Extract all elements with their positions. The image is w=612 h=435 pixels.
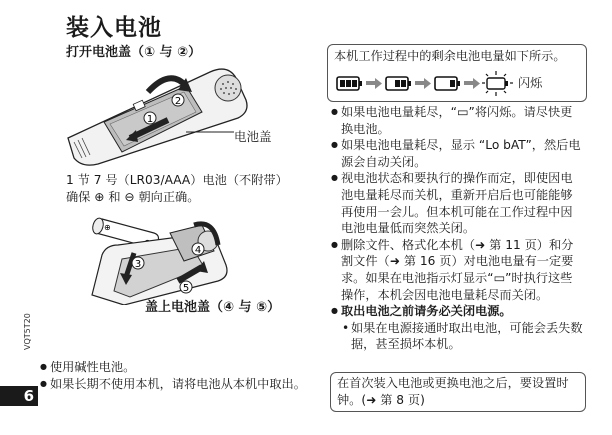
step-open-cover: 打开电池盖（① 与 ②） (66, 45, 202, 60)
note-alkaline: ● 使用碱性电池。 (40, 359, 310, 376)
doc-code: VQT5T20 (23, 313, 32, 350)
insert-battery-illustration (74, 205, 234, 305)
clock-setting-box (330, 372, 586, 412)
battery-one-third-icon (435, 77, 460, 90)
warning-power-off: ● 取出电池之前请务必关闭电源。 (331, 303, 583, 320)
step-close-cover: 盖上电池盖（④ 与 ⑤） (145, 300, 281, 315)
svg-text:2: 2 (174, 96, 182, 107)
note-restart: ● 视电池状态和要执行的操作而定，即使因电池电量耗尽而关机，重新开启后也可能能够再使用一会儿。但本机可能在工作过程中因电池电量低而突然关闭。 (331, 170, 583, 236)
note-lo-bat: ● 如果电池电量耗尽，显示 “Lo bAT”，然后电源会自动关闭。 (331, 137, 583, 170)
battery-two-thirds-icon (386, 77, 411, 90)
battery-level-sequence (336, 71, 536, 97)
warning-data-loss: • 如果在电源接通时取出电池，可能会丢失数据，甚至损坏本机。 (341, 320, 583, 353)
svg-text:4: 4 (194, 245, 202, 256)
polarity-note: 确保 ⊕ 和 ⊖ 朝向正确。 (66, 190, 200, 204)
svg-text:5: 5 (182, 283, 190, 294)
battery-requirement: 1 节 7 号（LR03/AAA）电池（不附带） (66, 173, 288, 187)
page-title: 装入电池 (66, 15, 162, 41)
svg-text:⊕: ⊕ (104, 223, 111, 232)
clock-setting-text: 在首次装入电池或更换电池之后，要设置时钟。(➜ 第 8 页) (337, 376, 569, 407)
svg-text:1: 1 (146, 114, 154, 125)
battery-full-icon (337, 77, 362, 90)
note-flashing: ● 如果电池电量耗尽，“▭”将闪烁。请尽快更换电池。 (331, 104, 583, 137)
battery-level-box (327, 44, 587, 102)
open-cover-illustration (60, 60, 260, 168)
page-number: 6 (0, 386, 38, 406)
svg-text:3: 3 (134, 259, 142, 270)
battery-empty-flashing-icon (482, 71, 513, 96)
bottom-left-notes (40, 359, 310, 392)
battery-notes (331, 104, 583, 353)
flash-label: 闪烁 (518, 76, 543, 90)
battery-level-text: 本机工作过程中的剩余电池电量如下所示。 (334, 49, 566, 63)
note-operations: ● 删除文件、格式化本机（➜ 第 11 页）和分割文件（➜ 第 16 页）对电池电量有一定要求。如果在电池指示灯显示“▭”时执行这些操作，本机会因电池电量耗尽而关闭。 (331, 237, 583, 303)
battery-cover-label: 电池盖 (234, 129, 272, 144)
note-remove-battery: ● 如果长期不使用本机，请将电池从本机中取出。 (40, 376, 310, 393)
